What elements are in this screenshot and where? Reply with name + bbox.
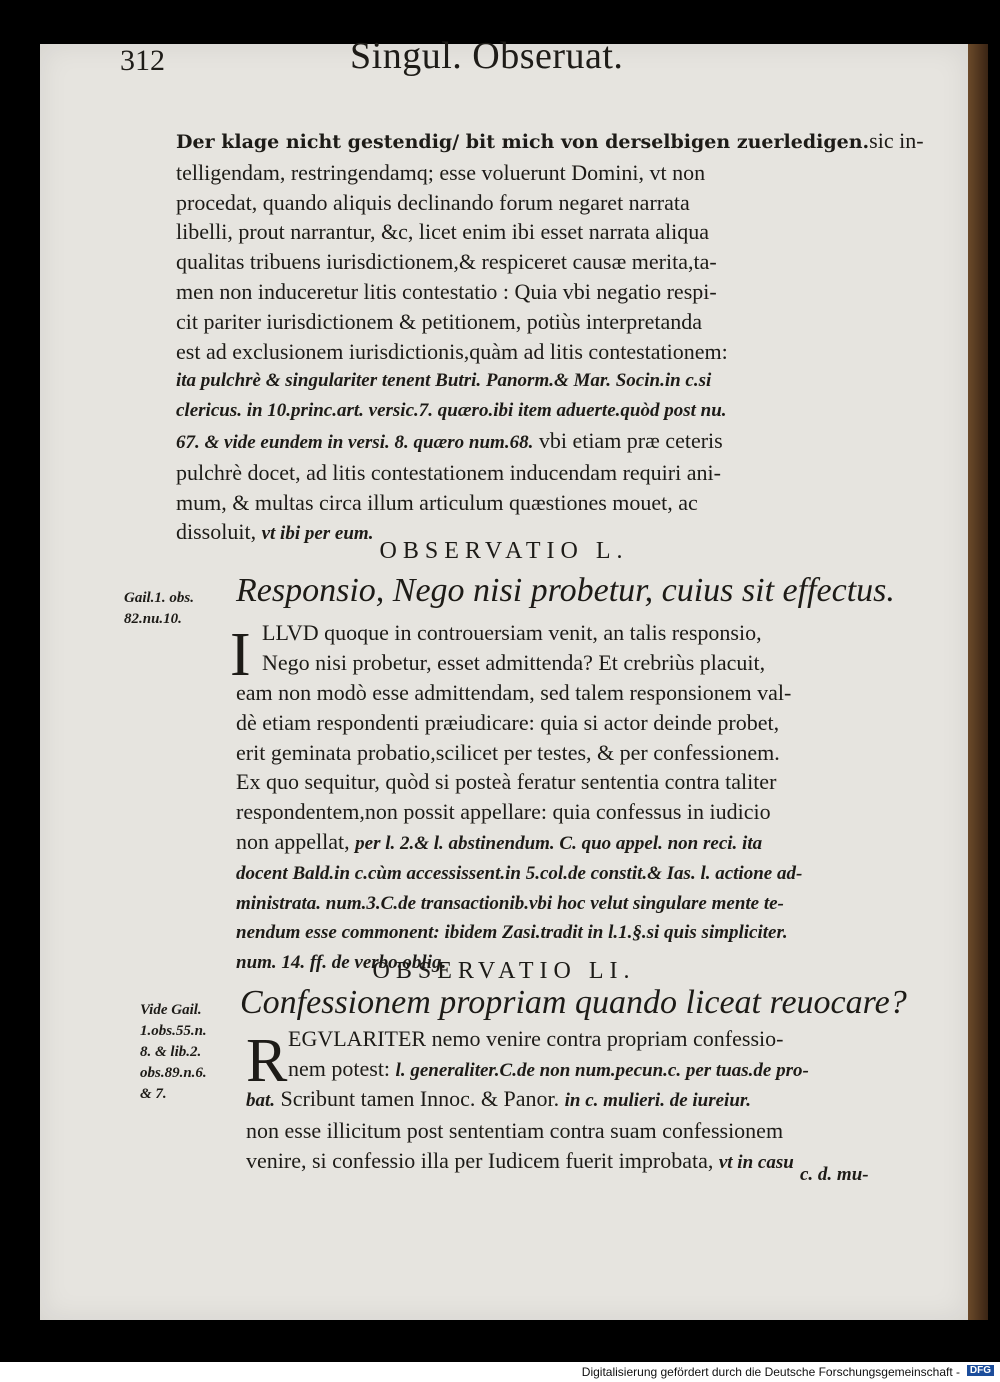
text-line: dè etiam respondenti præiudicare: quia si actor deinde probet, — [236, 709, 780, 735]
drop-cap: I — [230, 621, 251, 689]
credit-text: Digitalisierung gefördert durch die Deutsche Forschungsgemeinschaft - — [581, 1365, 960, 1379]
text-span: non appellat, — [236, 828, 350, 854]
citation-line: clericus. in 10.princ.art. versic.7. quæro.ibi item aduerte.quòd post nu. — [176, 400, 727, 422]
citation-span: 67. & vide eundem in versi. 8. quæro num.68. — [176, 431, 534, 453]
observation-50-title: OBSERVATIO L. — [379, 538, 629, 564]
citation-span: vt in casu — [718, 1151, 794, 1173]
observation-51-body — [246, 1084, 896, 1177]
text-line: est ad exclusionem iurisdictionis,quàm ad litis contestationem: — [176, 338, 728, 364]
text-line: respondentem,non possit appellare: quia confessus in iudicio — [236, 799, 771, 825]
observation-51-body-top — [288, 1024, 888, 1086]
citation-span: bat. — [246, 1090, 276, 1111]
text-line: Ex quo sequitur, quòd si posteà feratur sententia contra taliter — [236, 769, 777, 795]
text-line — [236, 827, 886, 859]
observation-50-body-top — [262, 618, 880, 678]
text-line — [246, 1084, 896, 1116]
text-span: venire, si confessio illa per Iudicem fuerit improbata, — [246, 1147, 714, 1173]
text-line: mum, & multas circa illum articulum quæstiones mouet, ac — [176, 489, 698, 515]
text-span: nem potest: — [288, 1055, 391, 1081]
text-line: procedat, quando aliquis declinando forum negaret narrata — [176, 189, 690, 215]
text-line: non esse illicitum post sententiam contra suam confessionem — [246, 1117, 784, 1143]
text-span: sic in- — [869, 128, 924, 153]
text-line: Nego nisi probetur, esset admittenda? Et crebriùs placuit, — [262, 649, 766, 675]
citation-line: num. 14. ff. de verbo.oblig. — [236, 952, 447, 974]
text-span: dissoluit, — [176, 519, 257, 545]
text-line — [246, 1146, 896, 1178]
text-line: erit geminata probatio,scilicet per testes, & per confessionem. — [236, 739, 780, 765]
citation-line: docent Bald.in c.cùm accessissent.in 5.col.de constit.& Ias. l. actione ad- — [236, 862, 803, 884]
dfg-logo: DFG — [967, 1365, 994, 1376]
citation-line: nendum esse commonent: ibidem Zasi.tradit in l.1.§.si quis simpliciter. — [236, 922, 788, 944]
text-line — [288, 1054, 888, 1086]
catchword: c. d. mu- — [800, 1164, 869, 1185]
citation-span: per l. 2.& l. abstinendum. C. quo appel. non reci. ita — [355, 832, 763, 854]
text-line: men non induceretur litis contestatio : Quia vbi negatio respi- — [176, 278, 717, 304]
footer-credit-bar — [0, 1362, 1000, 1382]
margin-note: Vide Gail. 1.obs.55.n. 8. & lib.2. obs.89.n.6. & 7. — [140, 1002, 207, 1102]
text-line: cit pariter iurisdictionem & petitionem, potiùs interpretanda — [176, 308, 703, 334]
drop-cap: R — [246, 1027, 288, 1095]
text-line: pulchrè docet, ad litis contestationem inducendam requiri ani- — [176, 459, 721, 485]
observation-50-subtitle: Responsio, Nego nisi probetur, cuius sit effectus. — [236, 572, 895, 609]
text-line: EGVLARITER nemo venire contra propriam confessio- — [288, 1026, 784, 1051]
citation-line: ita pulchrè & singulariter tenent Butri. Panorm.& Mar. Socin.in c.si — [176, 370, 712, 392]
continuation-paragraph — [176, 126, 924, 549]
page-edge — [968, 44, 988, 1320]
text-line — [176, 126, 924, 158]
text-span: vbi etiam præ ceteris — [538, 427, 723, 453]
text-line: telligendam, restringendamq; esse voluerunt Domini, vt non — [176, 159, 706, 185]
text-line: LLVD quoque in controuersiam venit, an talis responsio, — [262, 620, 762, 645]
text-line: eam non modò esse admittendam, sed talem responsionem val- — [236, 680, 792, 705]
observation-50-body — [236, 678, 886, 978]
running-head: Singul. Obseruat. — [350, 35, 624, 77]
citation-line: ministrata. num.3.C.de transactionib.vbi hoc velut singulare mente te- — [236, 892, 784, 914]
citation-span: l. generaliter.C.de non num.pecun.c. per tuas.de pro- — [395, 1059, 809, 1081]
text-line: libelli, prout narrantur, &c, licet enim ibi esset narrata aliqua — [176, 219, 710, 245]
text-span: Scribunt tamen Innoc. & Panor. — [280, 1086, 560, 1111]
margin-note: Gail.1. obs. 82.nu.10. — [124, 590, 195, 627]
citation-span: vt ibi per eum. — [261, 523, 374, 545]
text-line — [176, 426, 866, 458]
observation-51-title: OBSERVATIO LI. — [372, 958, 636, 984]
page-number: 312 — [120, 44, 165, 77]
observation-51-subtitle: Confessionem propriam quando liceat reuocare? — [240, 984, 907, 1021]
fraktur-text: Der klage nicht gestendig/ bit mich von derselbigen zuerledigen. — [176, 131, 870, 153]
text-line: qualitas tribuens iurisdictionem,& respiceret causæ merita,ta- — [176, 249, 717, 275]
citation-span: in c. mulieri. de iureiur. — [564, 1090, 751, 1111]
